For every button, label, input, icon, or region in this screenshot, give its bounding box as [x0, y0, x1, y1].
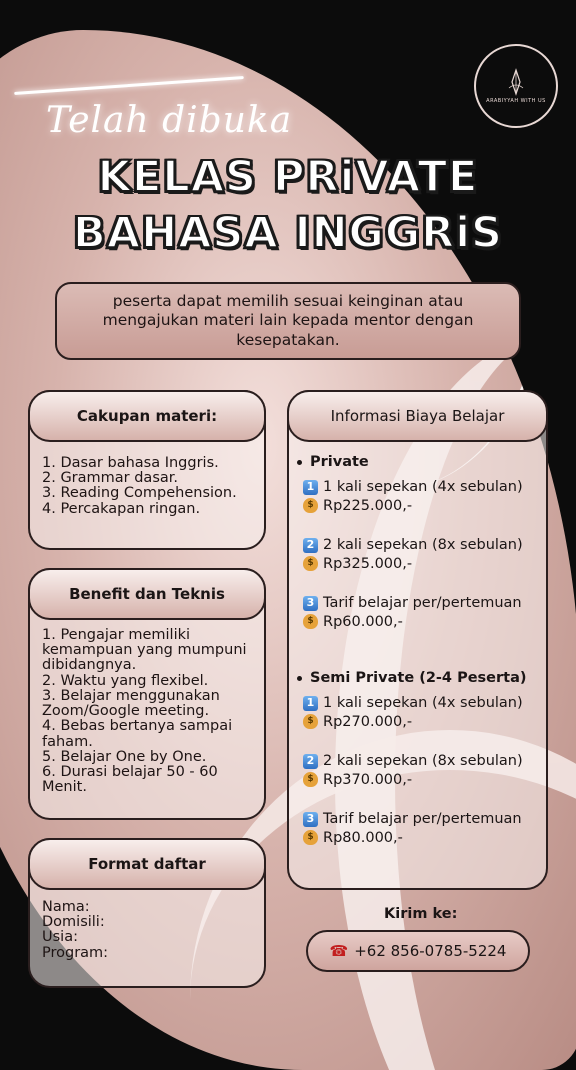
number-badge-icon: 3 [303, 596, 318, 611]
price-item [303, 478, 542, 515]
price-value: Rp370.000,- [323, 771, 413, 788]
list-item: 2. Grammar dasar. [42, 470, 179, 487]
phone-number: +62 856-0785-5224 [354, 942, 507, 960]
semi-private-section-title [297, 670, 527, 686]
brand-logo [474, 44, 558, 128]
format-fields [42, 900, 256, 961]
money-bag-icon: $ [303, 714, 318, 729]
list-item: 2. Waktu yang flexibel. [42, 672, 209, 689]
price-desc: 1 kali sepekan (4x sebulan) [323, 695, 523, 711]
materi-card [28, 390, 266, 550]
biaya-card-title: Informasi Biaya Belajar [287, 390, 548, 442]
script-title: Telah dibuka [46, 100, 293, 141]
bullet-icon [297, 460, 302, 465]
money-bag-icon: $ [303, 830, 318, 845]
semi-private-label: Semi Private (2-4 Peserta) [310, 670, 527, 686]
biaya-card [287, 390, 548, 890]
main-title-line2: BAHASA INGGRiS [73, 208, 503, 258]
money-bag-icon: $ [303, 614, 318, 629]
phone-contact-button[interactable] [306, 930, 530, 972]
money-bag-icon: $ [303, 498, 318, 513]
price-value: Rp270.000,- [323, 713, 413, 730]
list-item: 5. Belajar One by One. [42, 748, 207, 765]
bullet-icon [297, 676, 302, 681]
money-bag-icon: $ [303, 772, 318, 787]
price-item [303, 694, 542, 731]
number-badge-icon: 1 [303, 480, 318, 495]
number-badge-icon: 3 [303, 812, 318, 827]
list-item: 3. Reading Compehension. [42, 485, 237, 502]
price-desc: 1 kali sepekan (4x sebulan) [323, 479, 523, 495]
list-item: 4. Bebas bertanya sampai faham. [42, 718, 233, 750]
price-item [303, 594, 542, 631]
number-badge-icon: 2 [303, 538, 318, 553]
list-item: 6. Durasi belajar 50 - 60 Menit. [42, 763, 218, 796]
price-desc: Tarif belajar per/pertemuan [323, 811, 522, 827]
price-desc: Tarif belajar per/pertemuan [323, 595, 522, 611]
info-note: peserta dapat memilih sesuai keinginan atau mengajukan materi lain kepada mentor dengan kesepatakan. [55, 282, 521, 360]
pen-icon [507, 68, 525, 96]
price-item [303, 752, 542, 789]
price-item [303, 536, 542, 573]
main-title-line1: KELAS PRiVATE [97, 152, 479, 202]
form-field-label: Nama: [42, 899, 90, 915]
materi-card-title: Cakupan materi: [28, 390, 266, 442]
private-label: Private [310, 454, 369, 470]
price-value: Rp325.000,- [323, 555, 413, 572]
benefit-list [42, 628, 256, 795]
telephone-icon: ☎ [329, 942, 349, 960]
number-badge-icon: 2 [303, 754, 318, 769]
list-item: 1. Dasar bahasa Inggris. [42, 455, 219, 471]
format-card-title: Format daftar [28, 838, 266, 890]
price-desc: 2 kali sepekan (8x sebulan) [323, 753, 523, 769]
money-bag-icon: $ [303, 556, 318, 571]
form-field-label: Domisili: [42, 914, 105, 931]
number-badge-icon: 1 [303, 696, 318, 711]
form-field-label: Usia: [42, 929, 78, 946]
logo-text: ARABIYYAH WITH US [486, 98, 546, 104]
list-item: 1. Pengajar memiliki kemampuan yang mumpuni dibidangnya. [42, 627, 247, 674]
contact-label: Kirim ke: [384, 906, 458, 922]
list-item: 3. Belajar menggunakan Zoom/Google meeting. [42, 687, 220, 720]
private-section-title [297, 454, 369, 470]
price-value: Rp80.000,- [323, 829, 403, 846]
format-card [28, 838, 266, 988]
price-value: Rp60.000,- [323, 613, 403, 630]
benefit-card [28, 568, 266, 820]
form-field-label: Program: [42, 944, 109, 961]
price-desc: 2 kali sepekan (8x sebulan) [323, 537, 523, 553]
benefit-card-title: Benefit dan Teknis [28, 568, 266, 620]
price-value: Rp225.000,- [323, 497, 413, 514]
price-item [303, 810, 542, 847]
materi-list [42, 456, 256, 517]
list-item: 4. Percakapan ringan. [42, 500, 201, 517]
